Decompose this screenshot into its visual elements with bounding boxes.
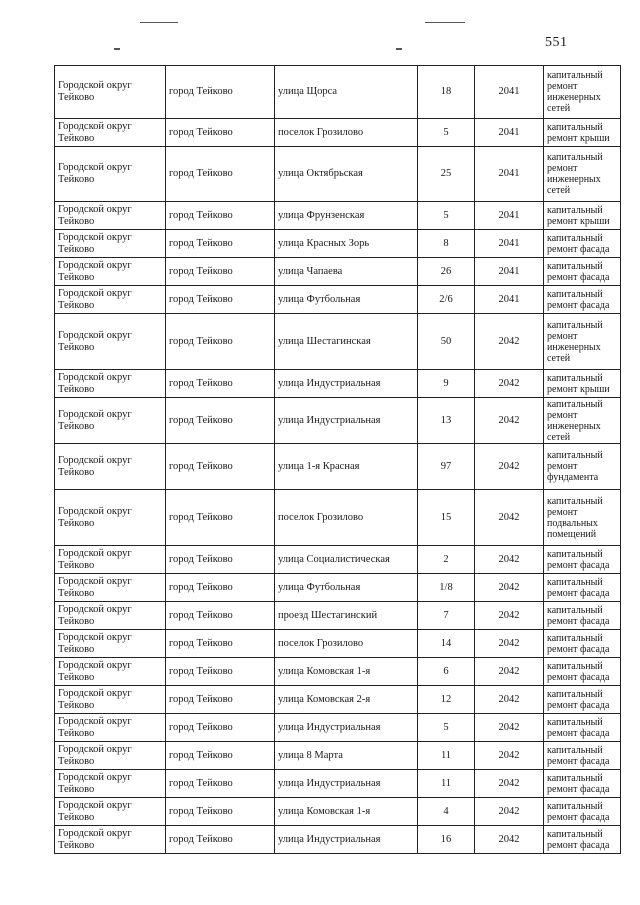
street-cell: улица Индустриальная (275, 714, 418, 742)
street-cell: улица Фрунзенская (275, 202, 418, 230)
district-cell: Городской округ Тейково (55, 286, 166, 314)
year-cell: 2042 (475, 490, 544, 546)
house-number-cell: 15 (418, 490, 475, 546)
house-number-cell: 4 (418, 798, 475, 826)
street-cell: улица Индустриальная (275, 370, 418, 398)
district-cell: Городской округ Тейково (55, 202, 166, 230)
table-row (55, 714, 621, 742)
work-type-cell: капитальный ремонт фасада (544, 574, 621, 602)
scan-mark (114, 48, 120, 50)
house-number-cell: 12 (418, 686, 475, 714)
street-cell: проезд Шестагинский (275, 602, 418, 630)
street-cell: улица Футбольная (275, 286, 418, 314)
district-cell: Городской округ Тейково (55, 444, 166, 490)
table-row (55, 686, 621, 714)
work-type-cell: капитальный ремонт фасада (544, 686, 621, 714)
street-cell: улица Октябрьская (275, 147, 418, 202)
district-cell: Городской округ Тейково (55, 714, 166, 742)
work-type-cell: капитальный ремонт инженерных сетей (544, 314, 621, 370)
street-cell: поселок Грозилово (275, 119, 418, 147)
year-cell: 2041 (475, 230, 544, 258)
year-cell: 2041 (475, 147, 544, 202)
work-type-cell: капитальный ремонт фасада (544, 714, 621, 742)
table-row (55, 258, 621, 286)
city-cell: город Тейково (166, 630, 275, 658)
work-type-cell: капитальный ремонт крыши (544, 119, 621, 147)
table-row (55, 770, 621, 798)
district-cell: Городской округ Тейково (55, 546, 166, 574)
table-row (55, 147, 621, 202)
city-cell: город Тейково (166, 798, 275, 826)
scan-mark (425, 22, 465, 23)
city-cell: город Тейково (166, 444, 275, 490)
year-cell: 2041 (475, 258, 544, 286)
street-cell: улица Индустриальная (275, 398, 418, 444)
work-type-cell: капитальный ремонт инженерных сетей (544, 147, 621, 202)
house-number-cell: 14 (418, 630, 475, 658)
year-cell: 2042 (475, 370, 544, 398)
street-cell: улица Комовская 2-я (275, 686, 418, 714)
work-type-cell: капитальный ремонт крыши (544, 370, 621, 398)
work-type-cell: капитальный ремонт фасада (544, 826, 621, 854)
house-number-cell: 2/6 (418, 286, 475, 314)
year-cell: 2042 (475, 546, 544, 574)
year-cell: 2042 (475, 444, 544, 490)
street-cell: улица Комовская 1-я (275, 658, 418, 686)
work-type-cell: капитальный ремонт фасада (544, 630, 621, 658)
table-body (55, 66, 621, 854)
year-cell: 2042 (475, 742, 544, 770)
year-cell: 2042 (475, 630, 544, 658)
year-cell: 2042 (475, 314, 544, 370)
house-number-cell: 5 (418, 202, 475, 230)
district-cell: Городской округ Тейково (55, 602, 166, 630)
city-cell: город Тейково (166, 370, 275, 398)
scan-mark (140, 22, 178, 23)
city-cell: город Тейково (166, 119, 275, 147)
table-row (55, 658, 621, 686)
work-type-cell: капитальный ремонт фундамента (544, 444, 621, 490)
house-number-cell: 97 (418, 444, 475, 490)
house-number-cell: 13 (418, 398, 475, 444)
house-number-cell: 11 (418, 742, 475, 770)
house-number-cell: 9 (418, 370, 475, 398)
district-cell: Городской округ Тейково (55, 119, 166, 147)
street-cell: улица Индустриальная (275, 770, 418, 798)
work-type-cell: капитальный ремонт фасада (544, 546, 621, 574)
street-cell: улица Комовская 1-я (275, 798, 418, 826)
work-type-cell: капитальный ремонт фасада (544, 258, 621, 286)
work-type-cell: капитальный ремонт крыши (544, 202, 621, 230)
work-type-cell: капитальный ремонт подвальных помещений (544, 490, 621, 546)
city-cell: город Тейково (166, 574, 275, 602)
district-cell: Городской округ Тейково (55, 314, 166, 370)
page-number: 551 (545, 35, 568, 50)
table-row (55, 574, 621, 602)
house-number-cell: 6 (418, 658, 475, 686)
table-row (55, 314, 621, 370)
year-cell: 2042 (475, 574, 544, 602)
year-cell: 2042 (475, 714, 544, 742)
street-cell: улица Щорса (275, 66, 418, 119)
table-row (55, 742, 621, 770)
year-cell: 2041 (475, 202, 544, 230)
street-cell: поселок Грозилово (275, 490, 418, 546)
table-row (55, 630, 621, 658)
district-cell: Городской округ Тейково (55, 826, 166, 854)
city-cell: город Тейково (166, 546, 275, 574)
street-cell: поселок Грозилово (275, 630, 418, 658)
year-cell: 2042 (475, 686, 544, 714)
house-number-cell: 26 (418, 258, 475, 286)
city-cell: город Тейково (166, 314, 275, 370)
work-type-cell: капитальный ремонт фасада (544, 230, 621, 258)
year-cell: 2042 (475, 398, 544, 444)
city-cell: город Тейково (166, 770, 275, 798)
city-cell: город Тейково (166, 66, 275, 119)
city-cell: город Тейково (166, 258, 275, 286)
house-number-cell: 50 (418, 314, 475, 370)
street-cell: улица 8 Марта (275, 742, 418, 770)
table-row (55, 602, 621, 630)
year-cell: 2042 (475, 798, 544, 826)
city-cell: город Тейково (166, 202, 275, 230)
street-cell: улица 1-я Красная (275, 444, 418, 490)
district-cell: Городской округ Тейково (55, 658, 166, 686)
district-cell: Городской округ Тейково (55, 742, 166, 770)
table-row (55, 798, 621, 826)
street-cell: улица Индустриальная (275, 826, 418, 854)
street-cell: улица Красных Зорь (275, 230, 418, 258)
city-cell: город Тейково (166, 686, 275, 714)
table-row (55, 826, 621, 854)
work-type-cell: капитальный ремонт фасада (544, 286, 621, 314)
street-cell: улица Футбольная (275, 574, 418, 602)
house-number-cell: 5 (418, 119, 475, 147)
district-cell: Городской округ Тейково (55, 398, 166, 444)
work-type-cell: капитальный ремонт инженерных сетей (544, 398, 621, 444)
work-type-cell: капитальный ремонт фасада (544, 742, 621, 770)
housing-repair-table (54, 65, 621, 854)
city-cell: город Тейково (166, 714, 275, 742)
city-cell: город Тейково (166, 286, 275, 314)
district-cell: Городской округ Тейково (55, 147, 166, 202)
district-cell: Городской округ Тейково (55, 258, 166, 286)
house-number-cell: 11 (418, 770, 475, 798)
table-row (55, 286, 621, 314)
district-cell: Городской округ Тейково (55, 66, 166, 119)
work-type-cell: капитальный ремонт фасада (544, 602, 621, 630)
table-row (55, 230, 621, 258)
table-row (55, 546, 621, 574)
street-cell: улица Чапаева (275, 258, 418, 286)
work-type-cell: капитальный ремонт фасада (544, 770, 621, 798)
city-cell: город Тейково (166, 490, 275, 546)
table-row (55, 119, 621, 147)
table-row (55, 202, 621, 230)
district-cell: Городской округ Тейково (55, 798, 166, 826)
house-number-cell: 8 (418, 230, 475, 258)
house-number-cell: 18 (418, 66, 475, 119)
district-cell: Городской округ Тейково (55, 490, 166, 546)
year-cell: 2041 (475, 66, 544, 119)
city-cell: город Тейково (166, 826, 275, 854)
table-row (55, 444, 621, 490)
table-row (55, 66, 621, 119)
table-row (55, 370, 621, 398)
district-cell: Городской округ Тейково (55, 630, 166, 658)
work-type-cell: капитальный ремонт фасада (544, 798, 621, 826)
year-cell: 2042 (475, 658, 544, 686)
year-cell: 2041 (475, 119, 544, 147)
city-cell: город Тейково (166, 602, 275, 630)
city-cell: город Тейково (166, 742, 275, 770)
house-number-cell: 16 (418, 826, 475, 854)
house-number-cell: 2 (418, 546, 475, 574)
city-cell: город Тейково (166, 398, 275, 444)
year-cell: 2042 (475, 826, 544, 854)
work-type-cell: капитальный ремонт инженерных сетей (544, 66, 621, 119)
year-cell: 2042 (475, 602, 544, 630)
city-cell: город Тейково (166, 230, 275, 258)
house-number-cell: 5 (418, 714, 475, 742)
house-number-cell: 25 (418, 147, 475, 202)
city-cell: город Тейково (166, 658, 275, 686)
district-cell: Городской округ Тейково (55, 370, 166, 398)
scan-mark (396, 48, 402, 50)
work-type-cell: капитальный ремонт фасада (544, 658, 621, 686)
table-row (55, 398, 621, 444)
house-number-cell: 7 (418, 602, 475, 630)
year-cell: 2042 (475, 770, 544, 798)
table-row (55, 490, 621, 546)
district-cell: Городской округ Тейково (55, 770, 166, 798)
street-cell: улица Шестагинская (275, 314, 418, 370)
street-cell: улица Социалистическая (275, 546, 418, 574)
district-cell: Городской округ Тейково (55, 686, 166, 714)
district-cell: Городской округ Тейково (55, 230, 166, 258)
district-cell: Городской округ Тейково (55, 574, 166, 602)
city-cell: город Тейково (166, 147, 275, 202)
year-cell: 2041 (475, 286, 544, 314)
house-number-cell: 1/8 (418, 574, 475, 602)
